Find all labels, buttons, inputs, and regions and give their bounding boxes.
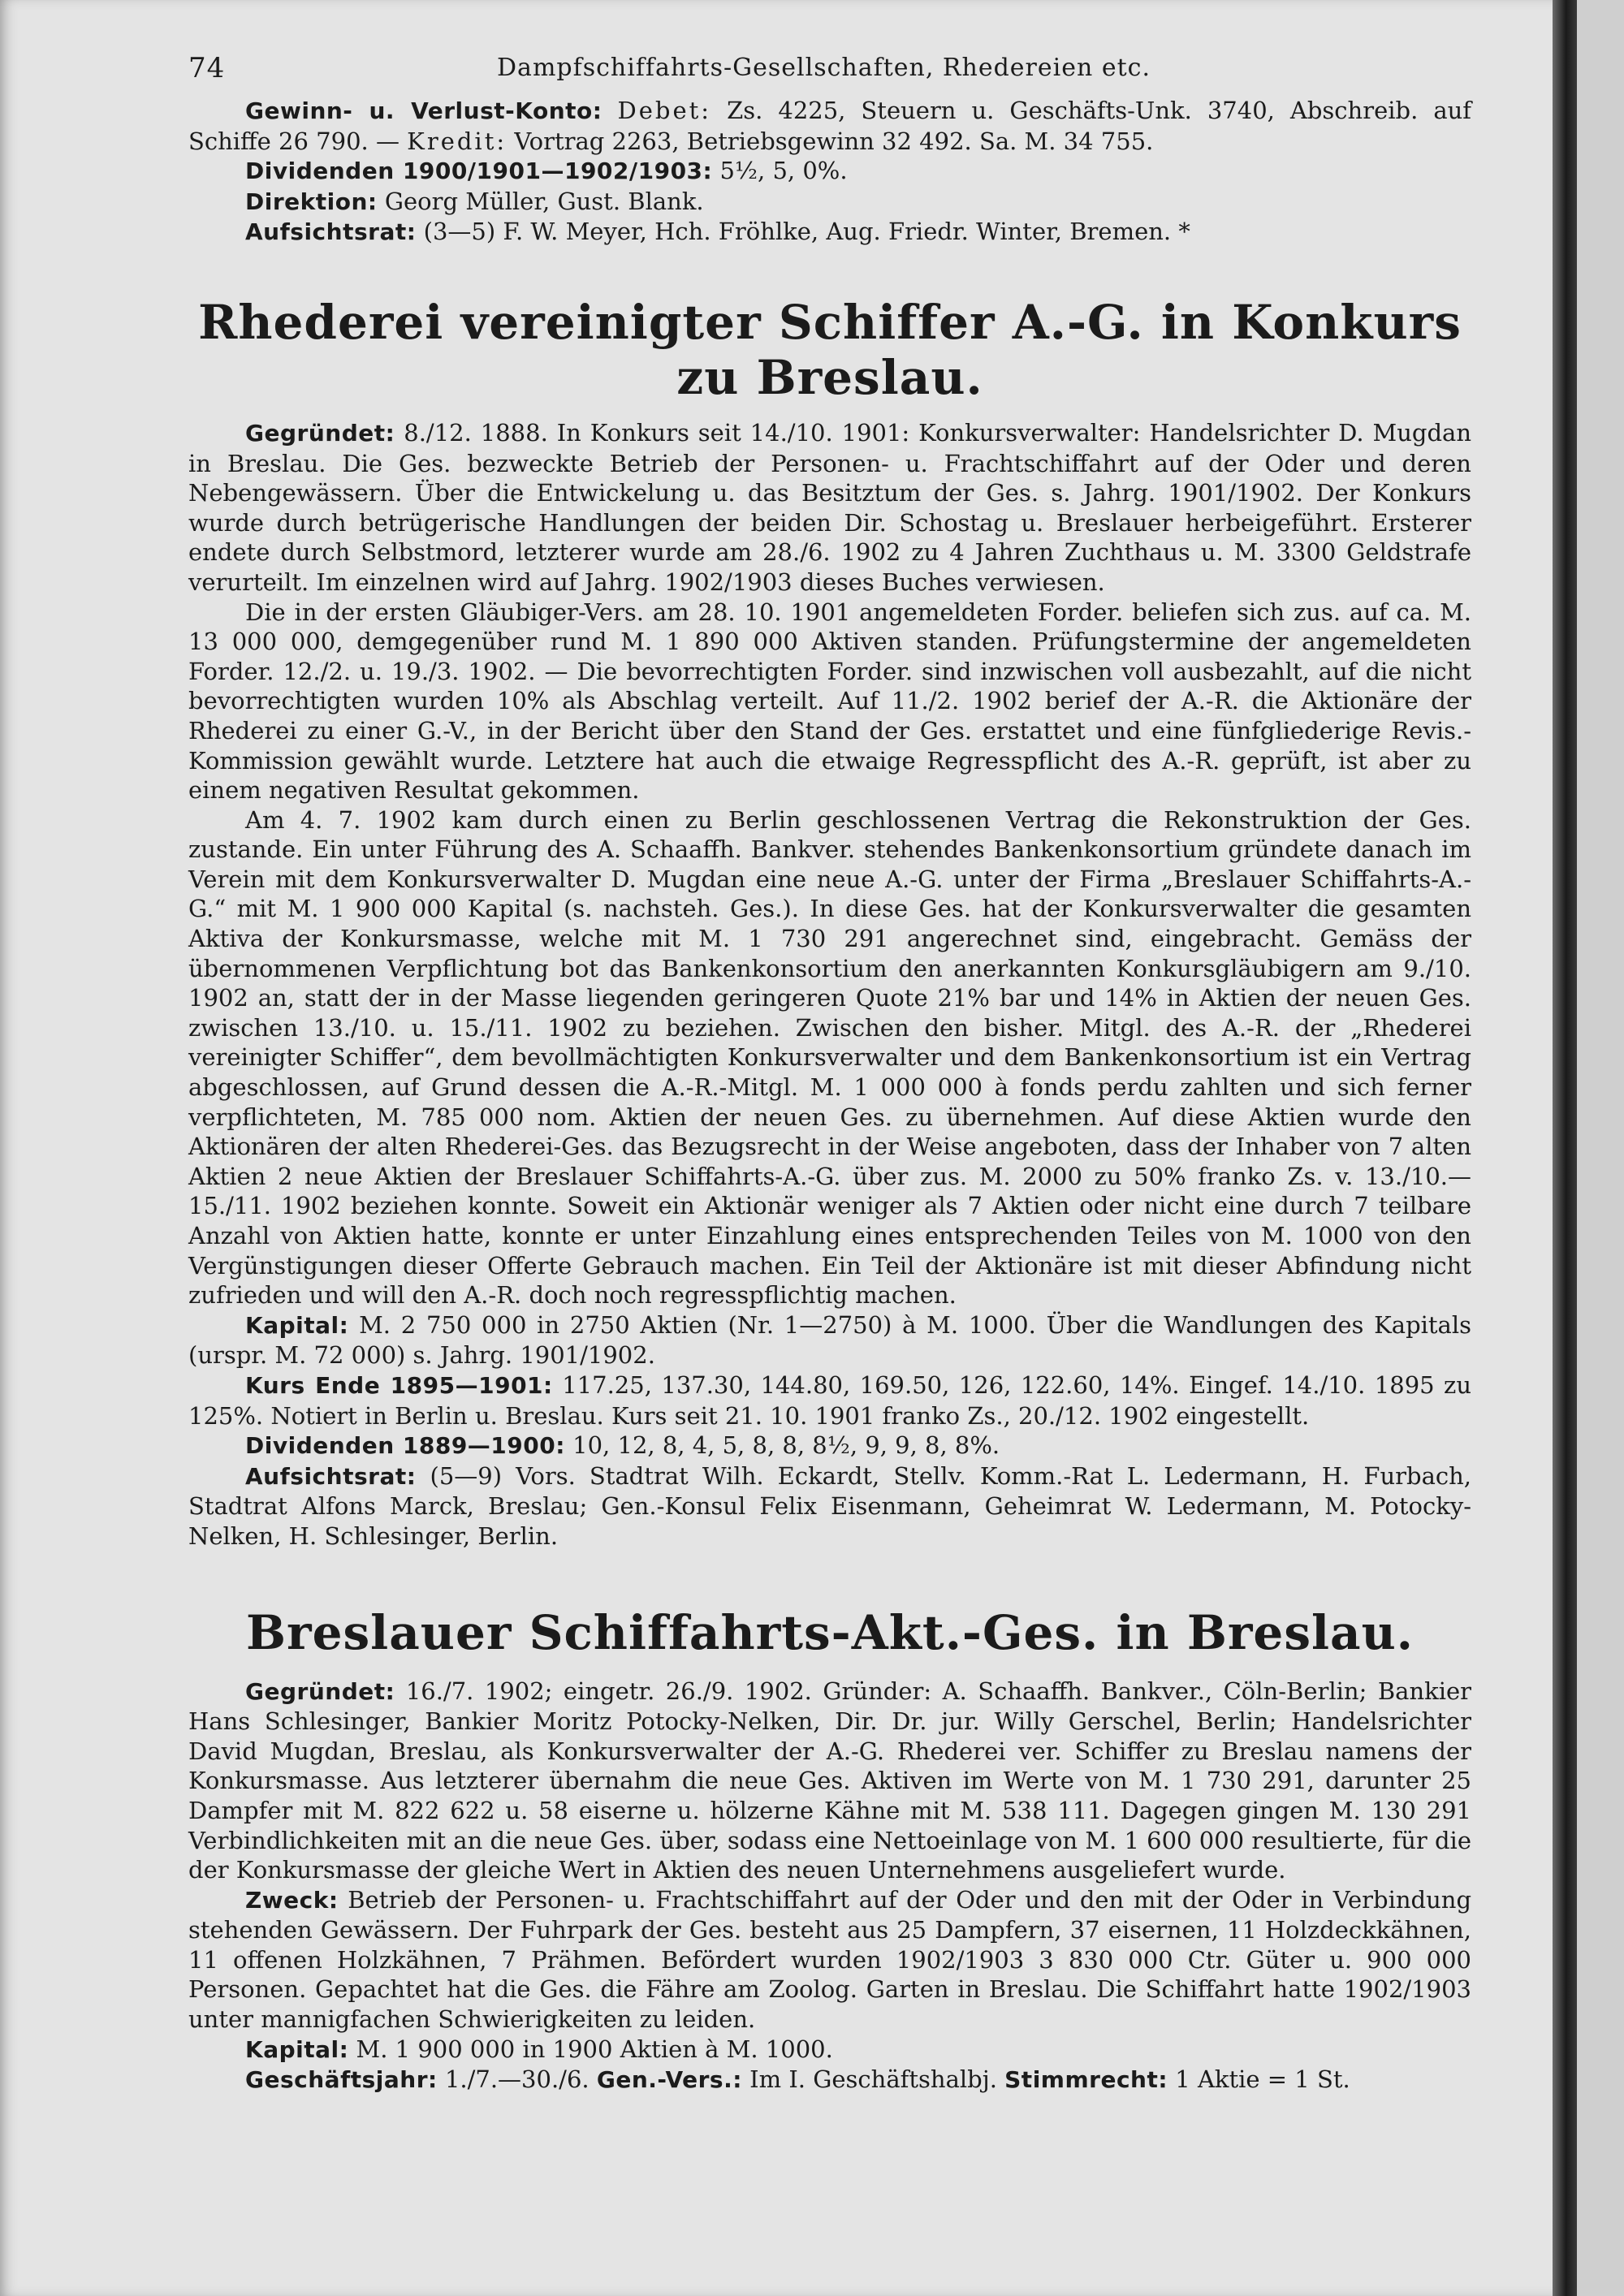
- adjacent-page-edge: [1577, 0, 1624, 2296]
- page-gutter-shadow: [1553, 0, 1577, 2296]
- management-line: Direktion: Georg Müller, Gust. Blank.: [245, 187, 704, 215]
- founded-paragraph: Gegründet: 8./12. 1888. In Konkurs seit 14./10. 1901: Konkursverwalter: Handelsrichter D. Mugdan in Breslau. Die Ges. bezweckte Betrieb der Personen- u. Frachtschiffahrt auf der Oder und deren Nebengewässern. Über die Entwickelung u. das Besitztum der Ges. s. Jahrg. 1901/1902. Der Konkurs wurde durch betrügerische Handlungen der beiden Dir. Schostag u. Breslauer herbeigeführt. Ersterer endete durch Selbstmord, letzterer wurde am 28./6. 1902 zu 4 Jahren Zuchthaus u. M. 3300 Geldstrafe verurteilt. Im einzelnen wird auf Jahrg. 1902/1903 dieses Buches verwiesen.: [188, 418, 1472, 596]
- section-title-rhederei: Rhederei vereinigter Schiffer A.-G. in Konkurs zu Breslau.: [198, 294, 1462, 405]
- section-rhederei: [188, 418, 1471, 1552]
- supervisory-board-line: Aufsichtsrat: (3—5) F. W. Meyer, Hch. Fröhlke, Aug. Friedr. Winter, Bremen. *: [245, 218, 1190, 246]
- dividends-line: Dividenden 1900/1901—1902/1903: 5½, 5, 0%.: [245, 157, 848, 185]
- running-header: [188, 47, 1471, 93]
- supervisory-board-line: Aufsichtsrat: (5—9) Vors. Stadtrat Wilh. Eckardt, Stellv. Komm.-Rat L. Ledermann, H. Furbach, Stadtrat Alfons Marck, Breslau; Gen.-Konsul Felix Eisenmann, Geheimrat W. Ledermann, M. Potocky-Nelken, H. Schlesinger, Berlin.: [188, 1461, 1471, 1550]
- dividends-line: Dividenden 1889—1900: 10, 12, 8, 4, 5, 8, 8, 8½, 9, 9, 8, 8%.: [245, 1431, 1000, 1460]
- fiscal-year-line: Geschäftsjahr: 1./7.—30./6. Gen.-Vers.: Im I. Geschäftshalbj. Stimmrecht: 1 Aktie = 1 St.: [245, 2065, 1350, 2094]
- section-title-breslauer: Breslauer Schiffahrts-Akt.-Ges. in Breslau.: [246, 1604, 1414, 1660]
- previous-entry: [188, 96, 1471, 248]
- page-number: 74: [188, 52, 226, 84]
- profit-loss-account: Gewinn- u. Verlust-Konto: Debet: Zs. 4225, Steuern u. Geschäfts-Unk. 3740, Abschreib. auf Schiffe 26 790. — Kredit: Vortrag 2263, Betriebsgewinn 32 492. Sa. M. 34 755.: [188, 97, 1472, 155]
- section-breslauer: [188, 1677, 1471, 2095]
- running-title: Dampfschiffahrts-Gesellschaften, Rhedereien etc.: [497, 54, 1151, 82]
- reconstruction-paragraph: Am 4. 7. 1902 kam durch einen zu Berlin geschlossenen Vertrag die Rekonstruktion der Ges. zustande. Ein unter Führung des A. Schaaffh. Bankver. stehendes Bankenkonsortium gründete danach im Verein mit dem Konkursverwalter D. Mugdan eine neue A.-G. unter der Firma „Breslauer Schiffahrts-A.-G.“ mit M. 1 900 000 Kapital (s. nachsteh. Ges.). In diese Ges. hat der Konkursverwalter die gesamten Aktiva der Konkursmasse, welche mit M. 1 730 291 angerechnet sind, eingebracht. Gemäss der übernommenen Verpflichtung bot das Bankenkonsortium den anerkannten Konkursgläubigern am 9./10. 1902 an, statt der in der Masse liegenden geringeren Quote 21% bar und 14% in Aktien der neuen Ges. zwischen 13./10. u. 15./11. 1902 zu beziehen. Zwischen den bisher. Mitgl. des A.-R. der „Rhederei vereinigter Schiffer“, dem bevollmächtigten Konkursverwalter und dem Bankenkonsortium ist ein Vertrag abgeschlossen, auf Grund dessen die A.-R.-Mitgl. M. 1 000 000 à fonds perdu zahlten und sich ferner verpflichteten, M. 785 000 nom. Aktien der neuen Ges. zu übernehmen. Auf diese Aktien wurde den Aktionären der alten Rhederei-Ges. das Bezugsrecht in der Weise angeboten, dass der Inhaber von 7 alten Aktien 2 neue Aktien der Breslauer Schiffahrts-A.-G. über zus. M. 2000 zu 50% franko Zs. v. 13./10.—15./11. 1902 beziehen konnte. Soweit ein Aktionär weniger als 7 Aktien oder nicht eine durch 7 teilbare Anzahl von Aktien hatte, konnte er unter Einzahlung eines entsprechenden Teiles von M. 1000 von den Vergünstigungen dieser Offerte Gebrauch machen. Ein Teil der Aktionäre ist mit dieser Abfindung nicht zufrieden und will den A.-R. doch noch regresspflichtig machen.: [188, 805, 1471, 1310]
- founded-paragraph: Gegründet: 16./7. 1902; eingetr. 26./9. 1902. Gründer: A. Schaaffh. Bankver., Cöln-Berlin; Bankier Hans Schlesinger, Bankier Moritz Potocky-Nelken, Dir. Dr. jur. Willy Gerschel, Berlin; Handelsrichter David Mugdan, Breslau, als Konkursverwalter der A.-G. Rhederei ver. Schiffer zu Breslau namens der Konkursmasse. Aus letzterer übernahm die neue Ges. Aktiven im Werte von M. 1 730 291, darunter 25 Dampfer mit M. 822 622 u. 58 eiserne u. hölzerne Kähne mit M. 538 111. Dagegen gingen M. 130 291 Verbindlichkeiten mit an die neue Ges. über, sodass eine Nettoeinlage von M. 1 600 000 resultierte, für die der Konkursmasse der gleiche Wert in Aktien des neuen Unternehmens ausgeliefert wurde.: [188, 1677, 1471, 1884]
- capital-line: Kapital: M. 1 900 000 in 1900 Aktien à M. 1000.: [245, 2035, 833, 2063]
- share-price-line: Kurs Ende 1895—1901: 117.25, 137.30, 144.80, 169.50, 126, 122.60, 14%. Eingef. 14./10. 1895 zu 125%. Notiert in Berlin u. Breslau. Kurs seit 21. 10. 1901 franko Zs., 20./12. 1902 eingestellt.: [188, 1370, 1472, 1430]
- capital-line: Kapital: M. 2 750 000 in 2750 Aktien (Nr. 1—2750) à M. 1000. Über die Wandlungen des Kapitals (urspr. M. 72 000) s. Jahrg. 1901/1902.: [188, 1310, 1472, 1370]
- purpose-paragraph: Zweck: Betrieb der Personen- u. Frachtschiffahrt auf der Oder und den mit der Oder in Verbindung stehenden Gewässern. Der Fuhrpark der Ges. besteht aus 25 Dampfern, 37 eisernen, 11 Holzdeckkähnen, 11 offenen Holzkähnen, 7 Prähmen. Befördert wurden 1902/1903 3 830 000 Ctr. Güter u. 900 000 Personen. Gepachtet hat die Ges. die Fähre am Zoolog. Garten in Breslau. Die Schiffahrt hatte 1902/1903 unter mannigfachen Schwierigkeiten zu leiden.: [188, 1885, 1472, 2034]
- creditors-paragraph: Die in der ersten Gläubiger-Vers. am 28. 10. 1901 angemeldeten Forder. beliefen sich zus. auf ca. M. 13 000 000, demgegenüber rund M. 1 890 000 Aktiven standen. Prüfungstermine der angemeldeten Forder. 12./2. u. 19./3. 1902. — Die bevorrechtigten Forder. sind inzwischen voll ausbezahlt, auf die nicht bevorrechtigten wurden 10% als Abschlag verteilt. Auf 11./2. 1902 berief der A.-R. die Aktionäre der Rhederei zu einer G.-V., in der Bericht über den Stand der Ges. erstattet und eine fünfgliederige Revis.-Kommission gewählt wurde. Letztere hat auch die etwaige Regresspflicht des A.-R. geprüft, ist aber zu einem negativen Resultat gekommen.: [188, 598, 1471, 805]
- page-content: [188, 47, 1471, 2095]
